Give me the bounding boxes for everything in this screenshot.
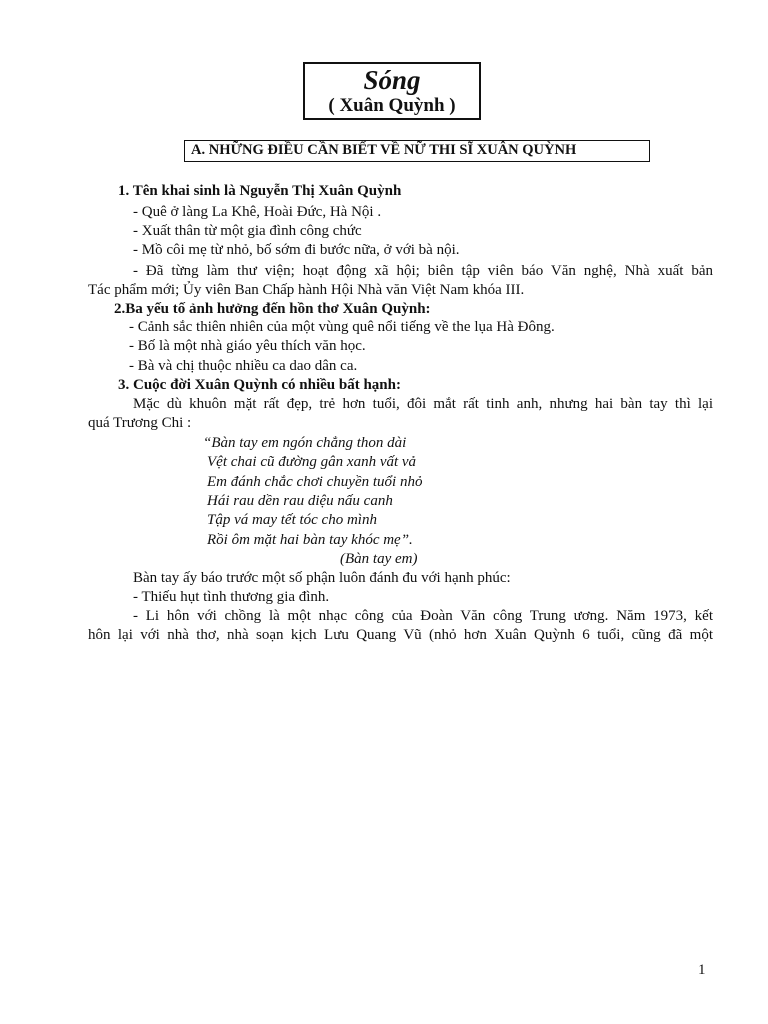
item1-line: - Quê ở làng La Khê, Hoài Đức, Hà Nội . [133,204,382,220]
section-heading-a: A. NHỮNG ĐIỀU CẦN BIẾT VỀ NỮ THI SĨ XUÂN QUỲNH [184,140,650,162]
heading-2: 2.Ba yếu tố ảnh hưởng đến hồn thơ Xuân Quỳnh: [114,301,431,317]
poem-line: Em đánh chắc chơi chuyền tuổi nhỏ [207,474,423,490]
poem-line: Rồi ôm mặt hai bàn tay khóc mẹ”. [207,532,413,548]
item3-line: hôn lại với nhà thơ, nhà soạn kịch Lưu Quang Vũ (nhỏ hơn Xuân Quỳnh 6 tuổi, cũng đã một [88,627,713,643]
title-box [303,62,481,120]
item2-line: - Bố là một nhà giáo yêu thích văn học. [129,338,366,354]
item3-intro: quá Trương Chi : [88,415,192,431]
heading-1: 1. Tên khai sinh là Nguyễn Thị Xuân Quỳnh [118,183,402,199]
page-number: 1 [698,962,706,978]
poem-author: ( Xuân Quỳnh ) [328,95,456,116]
item1-line: - Mồ côi mẹ từ nhỏ, bố sớm đi bước nữa, ở với bà nội. [133,242,460,258]
item3-intro: Mặc dù khuôn mặt rất đẹp, trẻ hơn tuổi, đôi mắt rất tinh anh, nhưng hai bàn tay thì lại [133,396,713,412]
item3-line: Bàn tay ấy báo trước một số phận luôn đánh đu với hạnh phúc: [133,570,511,586]
poem-source: (Bàn tay em) [340,551,418,567]
poem-line: Tập vá may tết tóc cho mình [207,512,377,528]
item3-line: - Li hôn với chồng là một nhạc công của Đoàn Văn công Trung ương. Năm 1973, kết [133,608,713,624]
item2-line: - Bà và chị thuộc nhiều ca dao dân ca. [129,358,358,374]
item2-line: - Cảnh sắc thiên nhiên của một vùng quê nổi tiếng về the lụa Hà Đông. [129,319,555,335]
item1-line: Tác phẩm mới; Ủy viên Ban Chấp hành Hội Nhà văn Việt Nam khóa III. [88,282,525,298]
item1-line: - Đã từng làm thư viện; hoạt động xã hội; biên tập viên báo Văn nghệ, Nhà xuất bản [133,263,713,279]
poem-line: Hái rau dền rau diệu nấu canh [207,493,393,509]
poem-line: Vệt chai cũ đường gân xanh vất vả [207,454,417,470]
item3-line: - Thiếu hụt tình thương gia đình. [133,589,330,605]
heading-3: 3. Cuộc đời Xuân Quỳnh có nhiều bất hạnh: [118,377,401,393]
item1-line: - Xuất thân từ một gia đình công chức [133,223,362,239]
poem-line: “Bàn tay em ngón chẳng thon dài [203,435,407,451]
poem-title: Sóng [363,65,421,95]
